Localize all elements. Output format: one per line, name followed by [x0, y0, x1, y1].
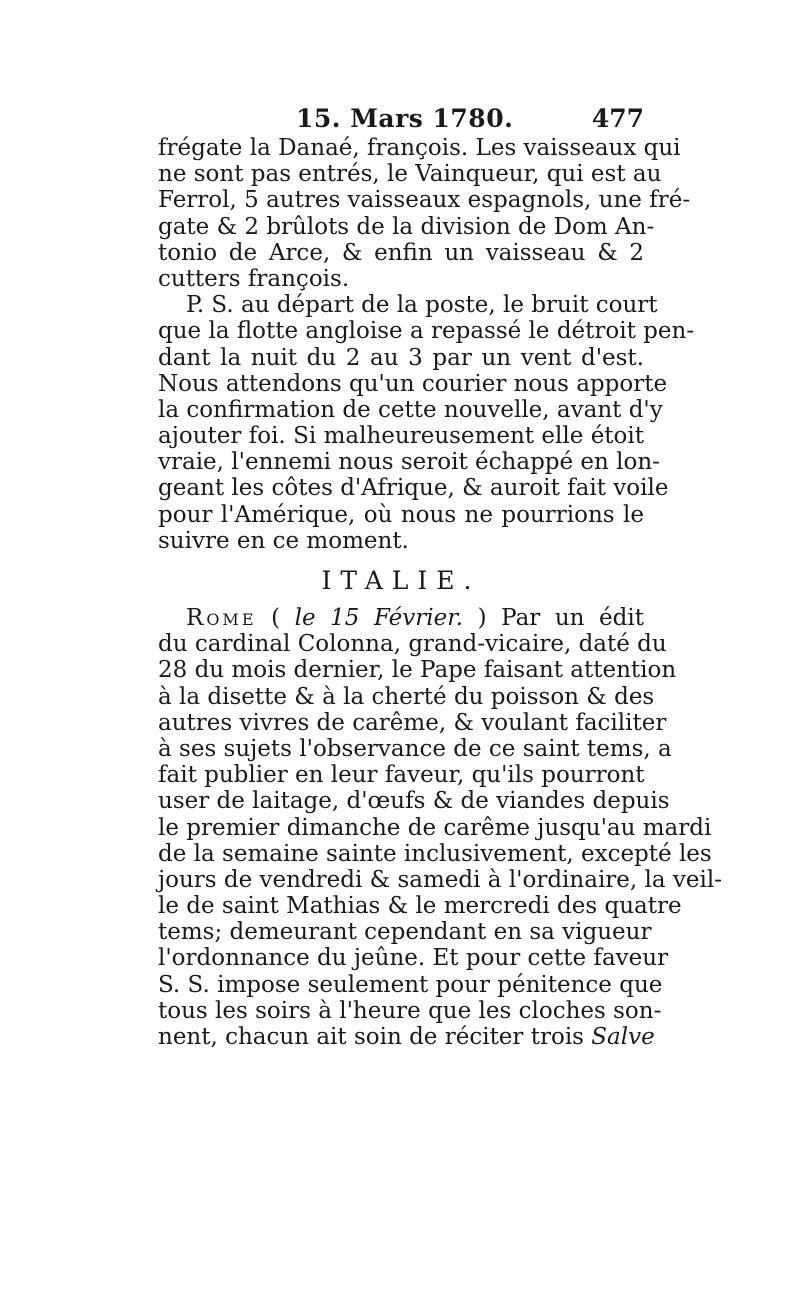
text-line: Ferrol, 5 autres vaisseaux espagnols, une fré- [158, 187, 691, 214]
text-line: ajouter foi. Si malheureusement elle étoit [158, 423, 644, 450]
text-line: la confirmation de cette nouvelle, avant d'y [158, 396, 663, 423]
text-line: à ses sujets l'observance de ce saint tems, a [158, 735, 672, 762]
running-head: 15. Mars 1780. [296, 104, 514, 133]
text-line: dant la nuit du 2 au 3 par un vent d'est. [158, 344, 644, 371]
text-line: tems; demeurant cependant en sa vigueur [158, 919, 652, 946]
page-number: 477 [591, 104, 644, 133]
text-line: le premier dimanche de carême jusqu'au mardi [158, 814, 712, 841]
text-line: gate & 2 brûlots de la division de Dom An- [158, 213, 655, 240]
text-line: autres vivres de carême, & voulant faciliter [158, 709, 667, 736]
paragraph-rome [158, 605, 722, 1050]
text-line: fait publier en leur faveur, qu'ils pourront [158, 762, 645, 789]
dateline-city: Rome [186, 605, 257, 631]
text-line: pour l'Amérique, où nous ne pourrions le [158, 501, 644, 528]
text-line: geant les côtes d'Afrique, & auroit fait voile [158, 475, 669, 502]
text-line: à la disette & à la cherté du poisson & des [158, 683, 655, 710]
text-line [158, 1024, 655, 1050]
text-line: Rome ( le 15 Février. ) Par un édit [186, 605, 644, 631]
text-line: tonio de Arce, & enfin un vaisseau & 2 [158, 239, 644, 266]
text-line: user de laitage, d'œufs & de viandes depuis [158, 788, 670, 815]
paragraph-fleet [158, 135, 691, 292]
text-line: tous les soirs à l'heure que les cloches son- [158, 997, 662, 1024]
dateline-text: Par un édit [501, 605, 644, 631]
last-line-italic: Salve [591, 1024, 655, 1050]
page-header [158, 102, 644, 136]
text-line: 28 du mois dernier, le Pape faisant attention [158, 657, 677, 684]
text-line: Nous attendons qu'un courier nous apporte [158, 370, 668, 397]
text-line: frégate la Danaé, françois. Les vaisseaux qui [158, 135, 681, 161]
last-line-text: nent, chacun ait soin de réciter trois [158, 1024, 584, 1050]
text-line: de la semaine sainte inclusivement, excepté les [158, 840, 712, 867]
dateline-date: le 15 Février. [294, 605, 464, 631]
text-line: P. S. au départ de la poste, le bruit court [186, 292, 658, 319]
text-line: du cardinal Colonna, grand-vicaire, daté du [158, 631, 667, 658]
text-line: ne sont pas entrés, le Vainqueur, qui est au [158, 161, 662, 188]
text-line: S. S. impose seulement pour pénitence que [158, 971, 663, 998]
text-line: l'ordonnance du jeûne. Et pour cette faveur [158, 945, 669, 972]
text-line: suivre en ce moment. [158, 527, 409, 554]
body-text [158, 135, 722, 1050]
text-line: que la flotte angloise a repassé le détroit pen- [158, 318, 695, 345]
section-heading: ITALIE. [321, 566, 481, 595]
text-line: jours de vendredi & samedi à l'ordinaire, la veil- [158, 866, 722, 893]
text-line: cutters françois. [158, 265, 350, 292]
text-line: vraie, l'ennemi nous seroit échappé en lon- [158, 449, 660, 476]
paragraph-postscript [158, 292, 695, 554]
text-line: le de saint Mathias & le mercredi des quatre [158, 893, 682, 920]
